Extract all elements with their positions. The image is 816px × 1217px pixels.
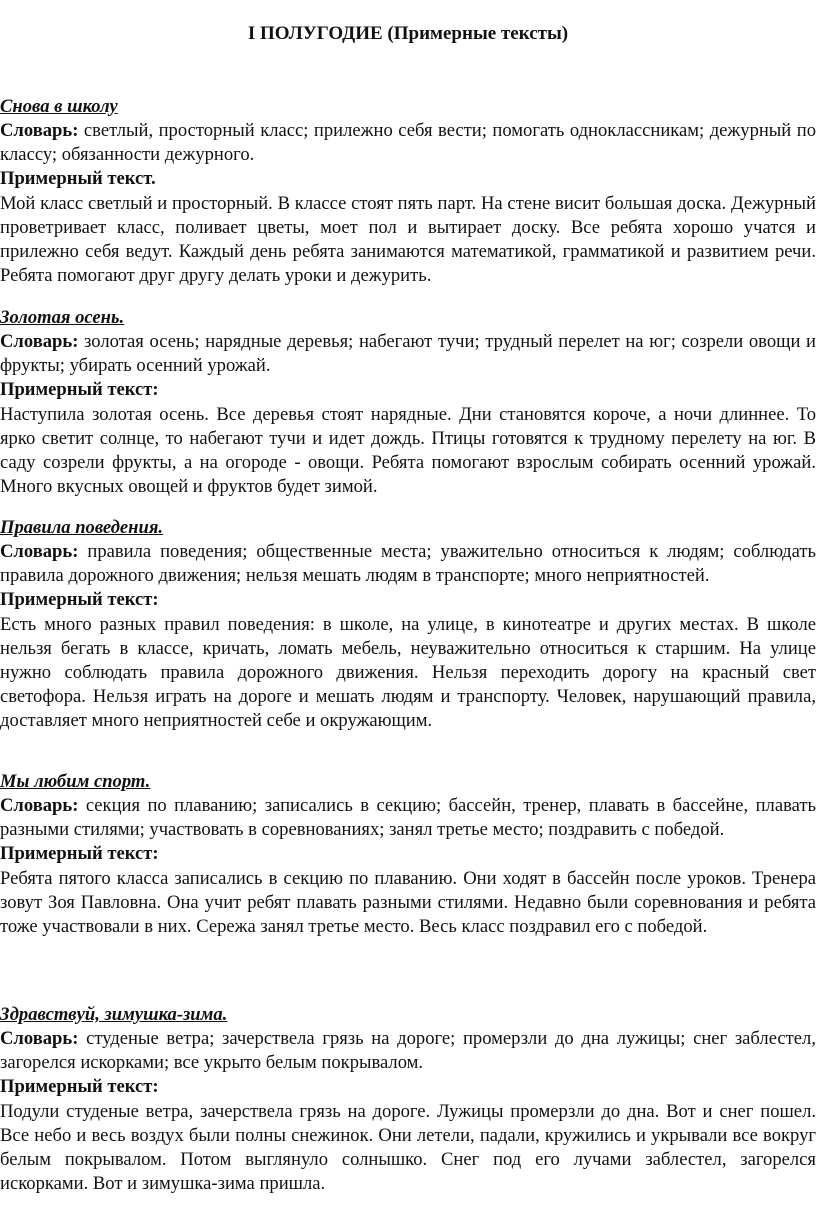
section-title: Снова в школу	[0, 96, 118, 117]
vocabulary-label: Словарь:	[0, 120, 79, 141]
section-title: Здравствуй, зимушка-зима.	[0, 1004, 228, 1025]
sample-text: Подули студеные ветра, зачерствела грязь на дороге. Лужицы промерзли до дна. Вот и снег пошел. Все небо и весь воздух были полны снежинок. Они летели, падали, кружились и укрывали все вокруг белым покрывалом. Потом выглянуло солнышко. Снег под его лучами заблестел, загорелся искорками. Вот и зимушка-зима пришла.	[0, 1100, 816, 1195]
sample-text-heading: Примерный текст:	[0, 589, 159, 611]
vocabulary-paragraph	[0, 540, 816, 588]
sample-text: Наступила золотая осень. Все деревья стоят нарядные. Дни становятся короче, а ночи длиннее. То ярко светит солнце, то набегают тучи и идет дождь. Птицы готовятся к трудному перелету на юг. В саду созрели фрукты, а на огороде - овощи. Ребята помогают взрослым собирать осенний урожай. Много вкусных овощей и фруктов будет зимой.	[0, 403, 816, 498]
vocabulary-paragraph	[0, 1027, 816, 1075]
vocabulary-paragraph	[0, 794, 816, 842]
section-zimushka-zima	[0, 1003, 816, 1196]
vocabulary-text: секция по плаванию; записались в секцию; бассейн, тренер, плавать в бассейне, плавать разными стилями; участвовать в соревнованиях; занял третье место; поздравить с победой.	[0, 795, 816, 841]
vocabulary-text: правила поведения; общественные места; уважительно относиться к людям; соблюдать правила дорожного движения; нельзя мешать людям в транспорте; много неприятностей.	[0, 541, 816, 587]
sample-text-heading: Примерный текст:	[0, 843, 159, 865]
section-snova-v-shkolu	[0, 95, 816, 288]
vocabulary-label: Словарь:	[0, 331, 79, 352]
section-title: Мы любим спорт.	[0, 771, 151, 792]
document-title: I ПОЛУГОДИЕ (Примерные тексты)	[247, 23, 569, 44]
vocabulary-paragraph	[0, 119, 816, 167]
sample-text: Ребята пятого класса записались в секцию по плаванию. Они ходят в бассейн после уроков. Тренера зовут Зоя Павловна. Она учит ребят плавать разными стилями. Недавно были соревнования и ребята тоже участвовали в них. Сережа занял третье место. Весь класс поздравил его с победой.	[0, 867, 816, 937]
section-pravila-povedeniya	[0, 516, 816, 734]
vocabulary-text: светлый, просторный класс; прилежно себя вести; помогать одноклассникам; дежурный по классу; обязанности дежурного.	[0, 120, 816, 166]
vocabulary-text: студеные ветра; зачерствела грязь на дороге; промерзли до дна лужицы; снег заблестел, загорелся искорками; все укрыто белым покрывалом.	[0, 1028, 816, 1074]
sample-text: Есть много разных правил поведения: в школе, на улице, в кинотеатре и других местах. В школе нельзя бегать в классе, кричать, ломать мебель, неуважительно относиться к старшим. На улице нужно соблюдать правила дорожного движения. Нельзя переходить дорогу на красный свет светофора. Нельзя играть на дороге и мешать людям и транспорту. Человек, нарушающий правила, доставляет много неприятностей себе и окружающим.	[0, 613, 816, 732]
section-zolotaya-osen	[0, 306, 816, 499]
vocabulary-paragraph	[0, 330, 816, 378]
vocabulary-text: золотая осень; нарядные деревья; набегают тучи; трудный перелет на юг; созрели овощи и фрукты; убирать осенний урожай.	[0, 331, 816, 377]
sample-text-heading: Примерный текст:	[0, 1076, 159, 1098]
vocabulary-label: Словарь:	[0, 795, 79, 816]
sample-text-heading: Примерный текст.	[0, 168, 156, 190]
section-my-lyubim-sport	[0, 770, 816, 939]
vocabulary-label: Словарь:	[0, 1028, 79, 1049]
section-title: Правила поведения.	[0, 517, 164, 538]
section-title: Золотая осень.	[0, 307, 125, 328]
vocabulary-label: Словарь:	[0, 541, 79, 562]
sample-text: Мой класс светлый и просторный. В классе стоят пять парт. На стене висит большая доска. Дежурный проветривает класс, поливает цветы, моет пол и вытирает доску. Все ребята хорошо учатся и прилежно себя ведут. Каждый день ребята занимаются математикой, грамматикой и развитием речи. Ребята помогают друг другу делать уроки и дежурить.	[0, 192, 816, 287]
sample-text-heading: Примерный текст:	[0, 379, 159, 401]
